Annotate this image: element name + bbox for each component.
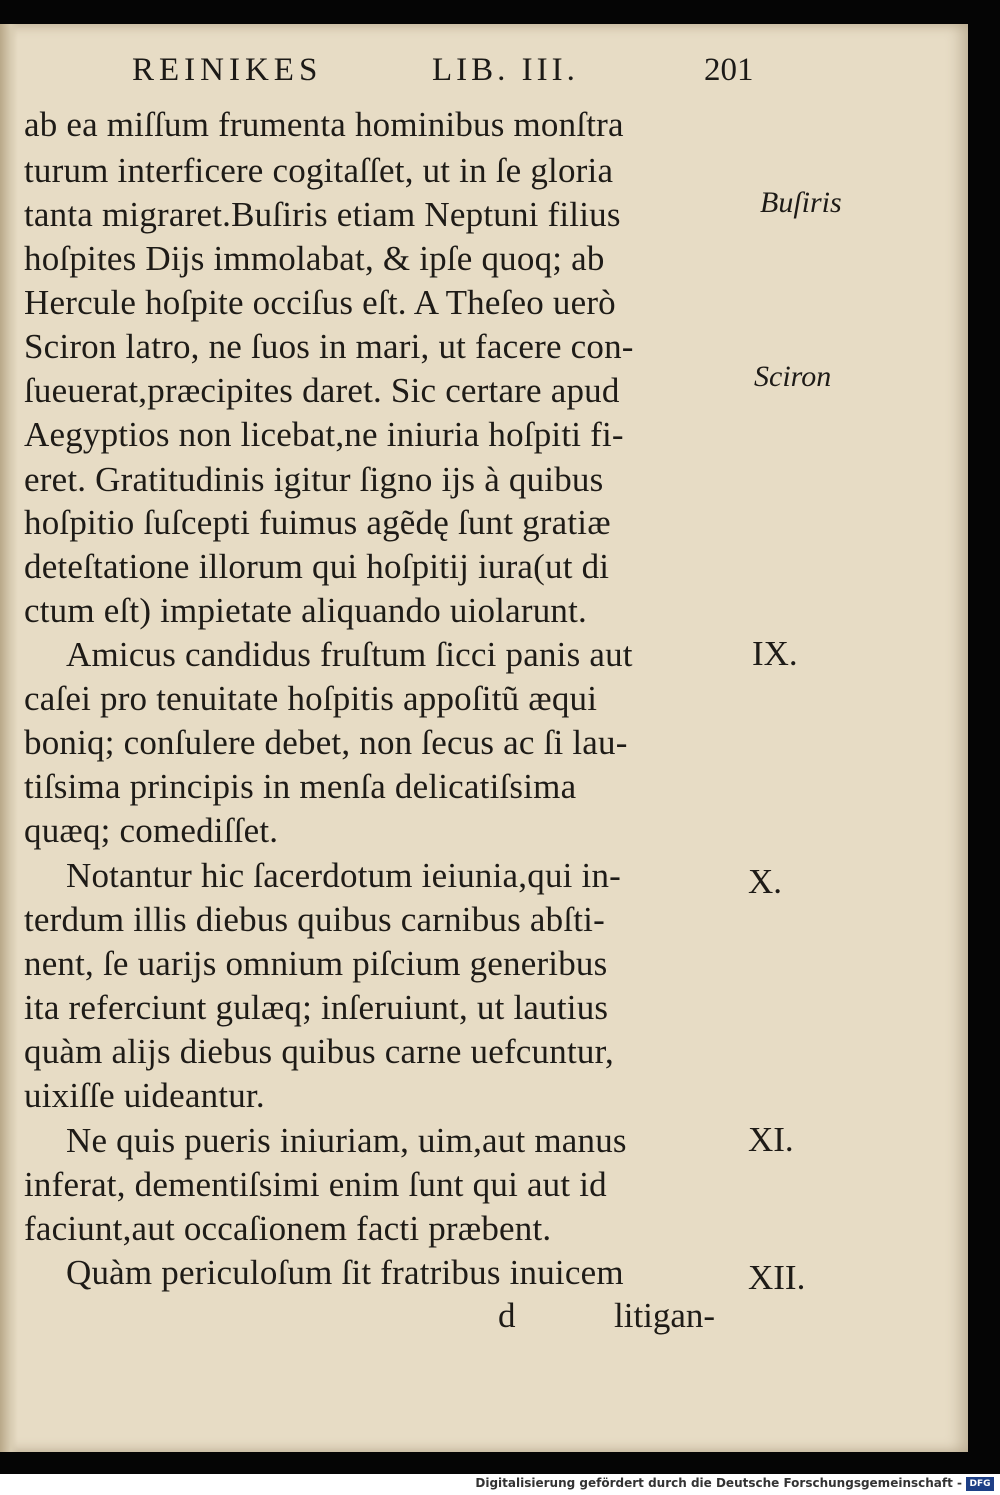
text-line: deteſtatione illorum qui hoſpitij iura(ut di	[24, 547, 610, 586]
margin-section-xii: XII.	[748, 1258, 806, 1297]
text-line: tiſsima principis in menſa delicatiſsima	[24, 767, 577, 806]
running-title: REINIKES	[132, 52, 323, 88]
text-line: hoſpitio ſuſcepti fuimus agẽdę ſunt gratiæ	[24, 503, 611, 542]
text-line: caſei pro tenuitate hoſpitis appoſitũ æqui	[24, 679, 598, 718]
signature-mark: d	[498, 1296, 516, 1335]
text-line: ctum eſt) impietate aliquando uiolarunt.	[24, 591, 587, 630]
text-line: terdum illis diebus quibus carnibus abſti-	[24, 900, 605, 939]
text-line: ab ea miſſum frumenta hominibus monſtra	[24, 105, 624, 144]
text-line: Aegyptios non licebat,ne iniuria hoſpiti fi-	[24, 415, 624, 454]
text-line: inferat, dementiſsimi enim ſunt qui aut id	[24, 1165, 607, 1204]
margin-section-x: X.	[748, 862, 783, 901]
text-line: Sciron latro, ne ſuos in mari, ut facere con-	[24, 327, 634, 366]
text-line: quàm alijs diebus quibus carne uefcuntur,	[24, 1032, 614, 1071]
text-line: tanta migraret.Buſiris etiam Neptuni filius	[24, 195, 621, 234]
text-line: boniq; conſulere debet, non ſecus ac ſi lau-	[24, 723, 628, 762]
dfg-logo: DFG	[966, 1477, 994, 1491]
footer-bar	[0, 1474, 1000, 1495]
text-line: ſueuerat,præcipites daret. Sic certare apud	[24, 371, 620, 410]
page-number: 201	[704, 52, 754, 88]
margin-section-xi: XI.	[748, 1120, 794, 1159]
text-line: uixiſſe uideantur.	[24, 1076, 265, 1115]
text-line: Hercule hoſpite occiſus eſt. A Theſeo uerò	[24, 283, 616, 322]
text-line: turum interficere cogitaſſet, ut in ſe gloria	[24, 151, 614, 190]
text-line: ita referciunt gulæq; inſeruiunt, ut lautius	[24, 988, 609, 1027]
footer-credit: Digitalisierung gefördert durch die Deutsche Forschungsgemeinschaft -	[475, 1476, 962, 1490]
text-line: nent, ſe uarijs omnium piſcium generibus	[24, 944, 608, 983]
running-header	[132, 52, 772, 96]
text-line: faciunt,aut occaſionem facti præbent.	[24, 1209, 552, 1248]
paragraph-start-line: Quàm periculoſum ſit fratribus inuicem	[66, 1253, 624, 1292]
text-line: eret. Gratitudinis igitur ſigno ijs à quibus	[24, 460, 604, 499]
book-number: LIB. III.	[432, 52, 579, 88]
paragraph-start-line: Ne quis pueris iniuriam, uim,aut manus	[66, 1121, 627, 1160]
paragraph-start-line: Notantur hic ſacerdotum ieiunia,qui in-	[66, 856, 621, 895]
text-line: hoſpites Dijs immolabat, & ipſe quoq; ab	[24, 239, 605, 278]
margin-note-sciron: Sciron	[754, 360, 832, 393]
catchword: litigan-	[614, 1296, 716, 1335]
page-gutter-edge	[0, 24, 18, 1452]
margin-note-busiris: Buſiris	[760, 186, 842, 219]
margin-section-ix: IX.	[752, 634, 798, 673]
text-line: quæq; comediſſet.	[24, 811, 279, 850]
paragraph-start-line: Amicus candidus fruſtum ſicci panis aut	[66, 635, 633, 674]
